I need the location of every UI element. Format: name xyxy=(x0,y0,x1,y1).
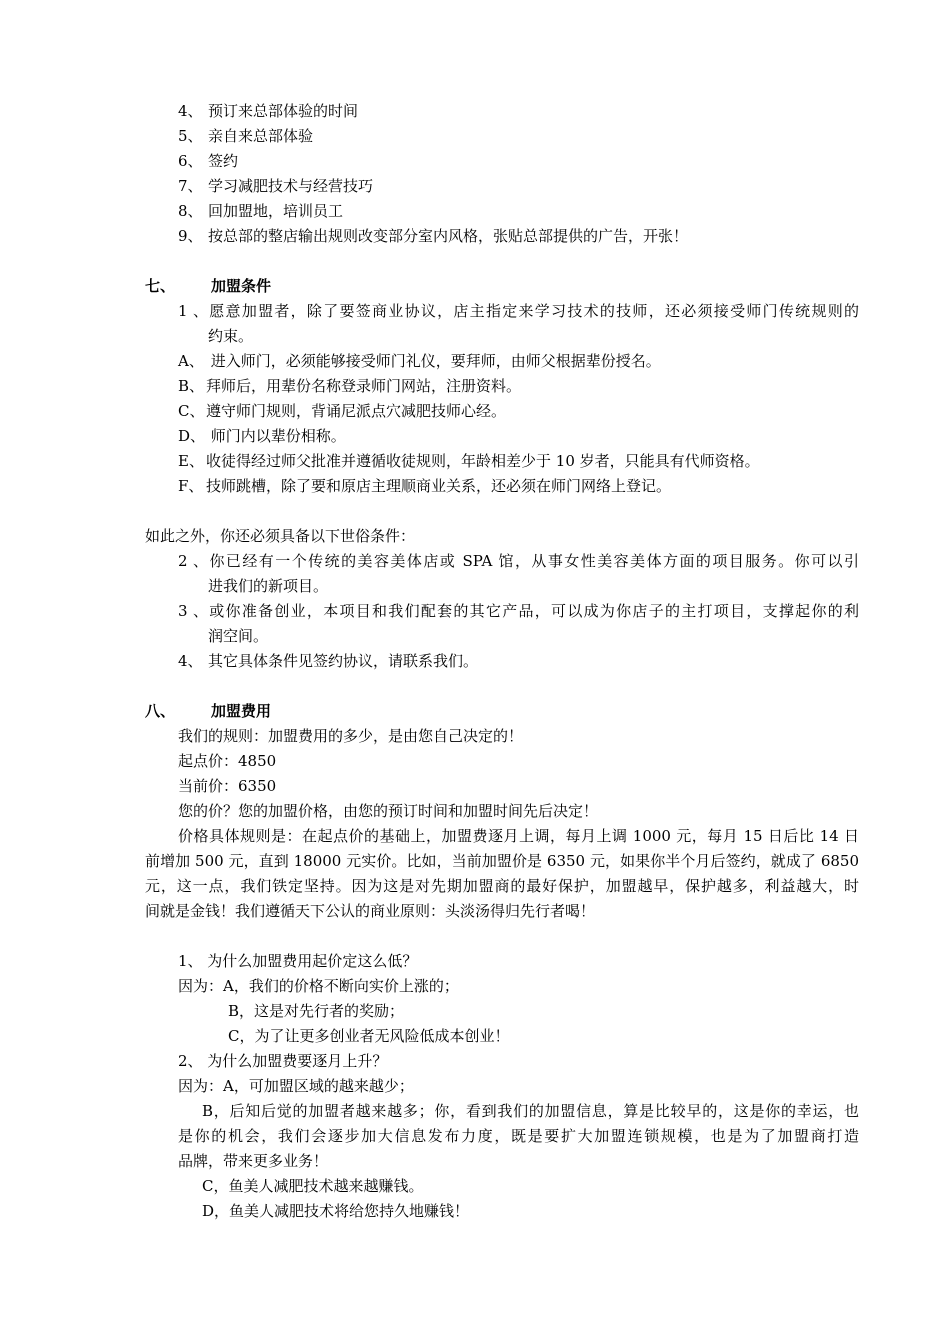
answer-line: C，鱼美人减肥技术越来越赚钱。 xyxy=(202,1177,424,1195)
price-rule-para: 间就是金钱！我们遵循天下公认的商业原则：头淡汤得归先行者喝！ xyxy=(145,902,596,920)
section-heading-7: 七、 加盟条件 xyxy=(145,277,272,295)
condition-item: 1、愿意加盟者，除了要签商业协议，店主指定来学习技术的技师，还必须接受师门传统规则的 xyxy=(178,302,859,320)
your-price: 您的价？您的加盟价格，由您的预订时间和加盟时间先后决定！ xyxy=(178,802,599,820)
condition-item: 4、 其它具体条件见签约协议，请联系我们。 xyxy=(178,652,479,670)
condition-sub-item: C、 遵守师门规则，背诵尼派点穴减肥技师心经。 xyxy=(178,402,507,420)
extra-intro: 如此之外，你还必须具备以下世俗条件： xyxy=(145,527,416,545)
answer-line: B，这是对先行者的奖励； xyxy=(228,1002,405,1020)
answer-line: 因为：A，我们的价格不断向实价上涨的； xyxy=(178,977,459,995)
answer-line: C，为了让更多创业者无风险低成本创业！ xyxy=(228,1027,510,1045)
step-item: 6、 签约 xyxy=(178,152,239,170)
answer-line: 是你的机会，我们会逐步加大信息发布力度，既是要扩大加盟连锁规模，也是为了加盟商打造 xyxy=(178,1127,859,1145)
answer-line: B，后知后觉的加盟者越来越多；你，看到我们的加盟信息，算是比较早的，这是你的幸运，也 xyxy=(202,1102,859,1120)
fee-rule: 我们的规则：加盟费用的多少，是由您自己决定的！ xyxy=(178,727,524,745)
step-item: 4、 预订来总部体验的时间 xyxy=(178,102,359,120)
answer-line: 品牌，带来更多业务！ xyxy=(178,1152,329,1170)
condition-sub-item: B、 拜师后，用辈份名称登录师门网站，注册资料。 xyxy=(178,377,522,395)
step-item: 8、 回加盟地，培训员工 xyxy=(178,202,344,220)
step-item: 9、 按总部的整店输出规则改变部分室内风格，张贴总部提供的广告，开张！ xyxy=(178,227,689,245)
step-item: 7、 学习减肥技术与经营技巧 xyxy=(178,177,374,195)
question-1: 1、 为什么加盟费用起价定这么低？ xyxy=(178,952,418,970)
condition-item-cont: 进我们的新项目。 xyxy=(208,577,329,595)
price-rule-para: 价格具体规则是：在起点价的基础上，加盟费逐月上调，每月上调 1000 元，每月 15 日后比 14 日 xyxy=(178,827,859,845)
answer-line: D，鱼美人减肥技术将给您持久地赚钱！ xyxy=(202,1202,470,1220)
price-rule-para: 前增加 500 元，直到 18000 元实价。比如，当前加盟价是 6350 元，如果你半个月后签约，就成了 6850 xyxy=(145,852,859,870)
price-rule-para: 元，这一点，我们铁定坚持。因为这是对先期加盟商的最好保护，加盟越早，保护越多，利益越大，时 xyxy=(145,877,859,895)
condition-sub-item: A、 进入师门，必须能够接受师门礼仪，要拜师，由师父根据辈份授名。 xyxy=(178,352,661,370)
condition-item: 3、或你准备创业，本项目和我们配套的其它产品，可以成为你店子的主打项目，支撑起你的利 xyxy=(178,602,859,620)
condition-sub-item: E、 收徒得经过师父批准并遵循收徒规则，年龄相差少于 10 岁者，只能具有代师资格。 xyxy=(178,452,760,470)
condition-item-cont: 润空间。 xyxy=(208,627,269,645)
question-2: 2、 为什么加盟费要逐月上升？ xyxy=(178,1052,388,1070)
start-price: 起点价：4850 xyxy=(178,752,277,770)
condition-sub-item: D、 师门内以辈份相称。 xyxy=(178,427,346,445)
answer-line: 因为：A，可加盟区域的越来越少； xyxy=(178,1077,414,1095)
condition-sub-item: F、 技师跳槽，除了要和原店主理顺商业关系，还必须在师门网络上登记。 xyxy=(178,477,672,495)
condition-item-cont: 约束。 xyxy=(208,327,254,345)
step-item: 5、 亲自来总部体验 xyxy=(178,127,314,145)
section-heading-8: 八、 加盟费用 xyxy=(145,702,272,720)
current-price: 当前价：6350 xyxy=(178,777,277,795)
condition-item: 2、你已经有一个传统的美容美体店或 SPA 馆，从事女性美容美体方面的项目服务。你可以引 xyxy=(178,552,859,570)
